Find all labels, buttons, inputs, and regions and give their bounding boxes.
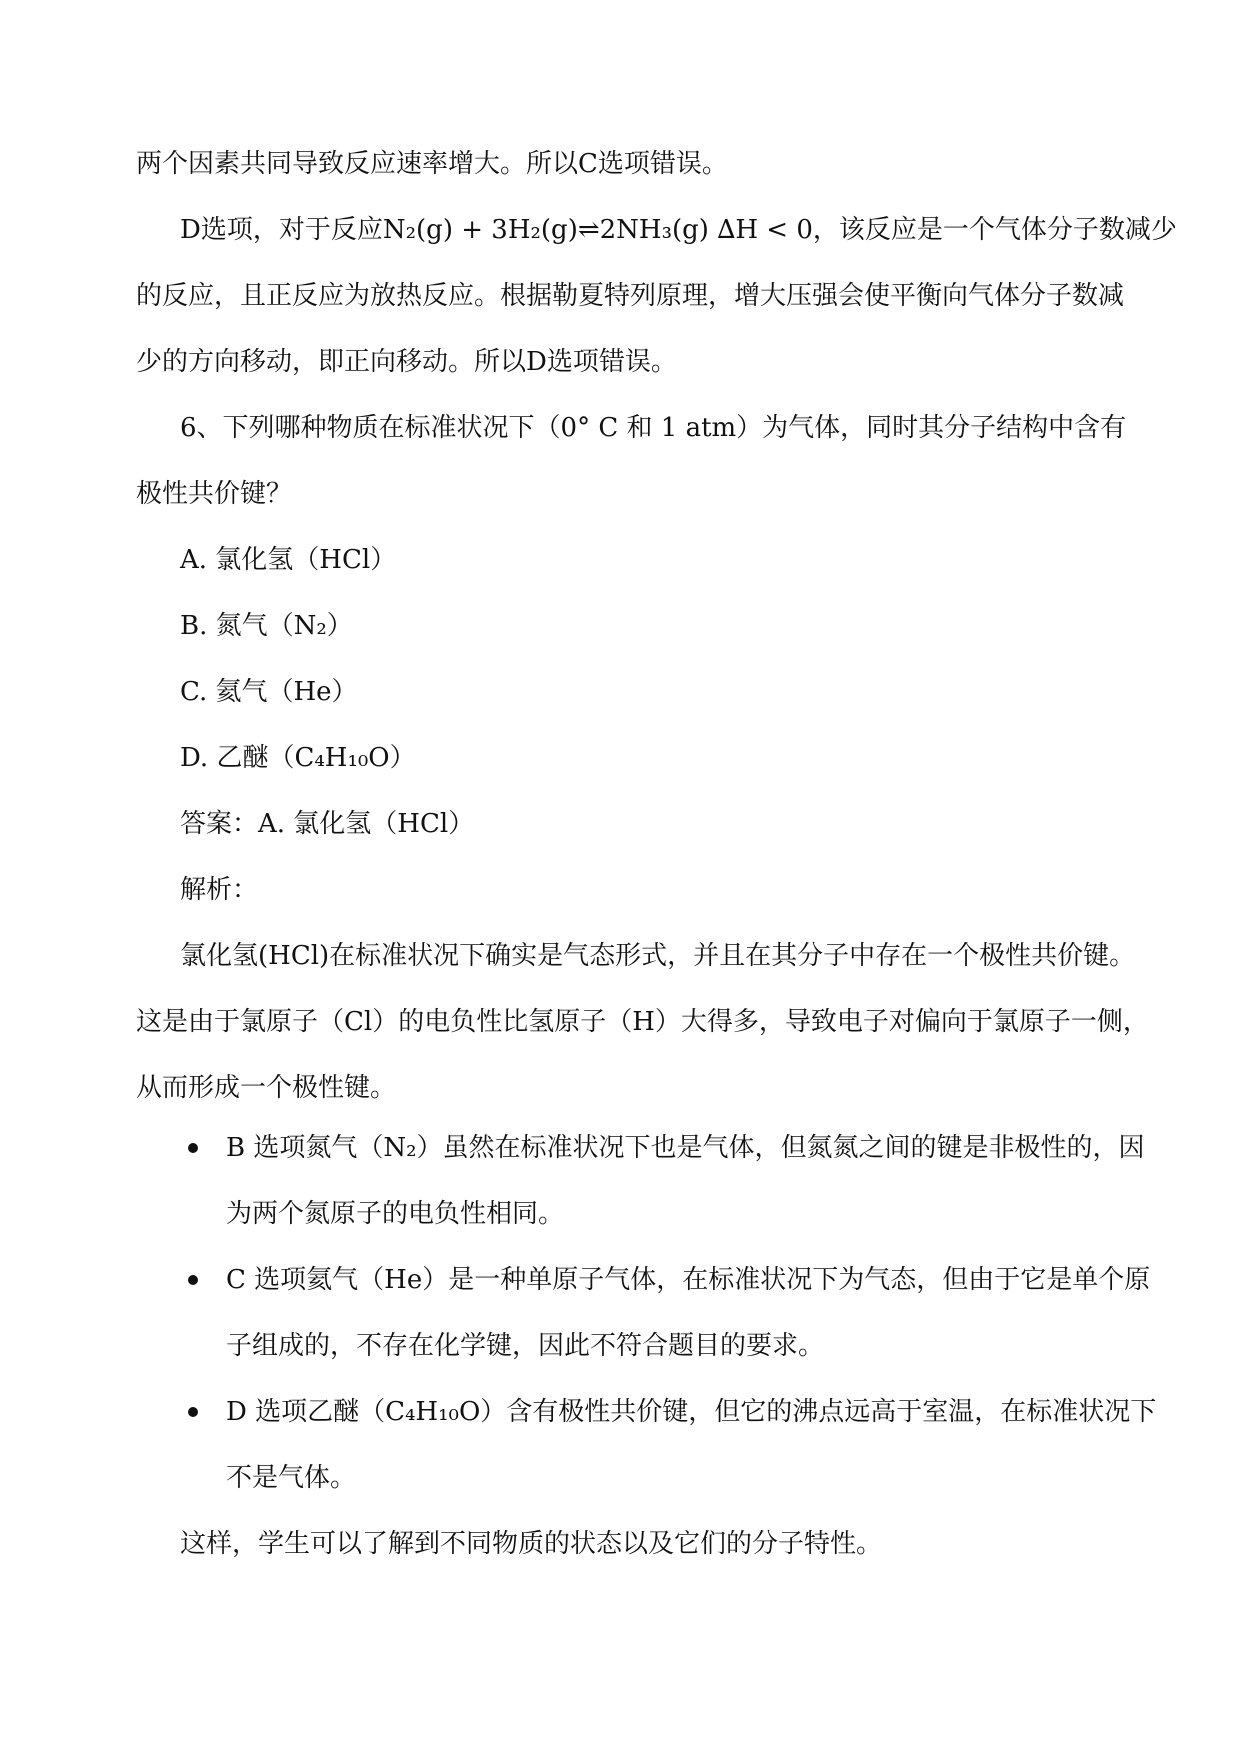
- question-line1: 6、下列哪种物质在标准状况下（0° C 和 1 atm）为气体，同时其分子结构中含有: [180, 413, 1127, 443]
- d-line2: 的反应，且正反应为放热反应。根据勒夏特列原理，增大压强会使平衡向气体分子数减: [136, 281, 1125, 311]
- d-line1-pre: D选项，对于反应: [180, 215, 383, 245]
- analysis-line2: 这是由于氯原子（Cl）的电负性比氢原子（H）大得多，导致电子对偏向于氯原子一侧，: [136, 1007, 1149, 1037]
- bullet-icon: [188, 1275, 198, 1285]
- reaction-equation: N₂(g) + 3H₂(g)⇌2NH₃(g) ∆H < 0: [382, 215, 813, 245]
- question-line2: 极性共价键？: [136, 479, 293, 509]
- bullet-icon: [188, 1143, 198, 1153]
- analysis-line3: 从而形成一个极性键。: [136, 1073, 397, 1103]
- d-line1-post: ，该反应是一个气体分子数减少: [812, 215, 1177, 245]
- analysis-line1: 氯化氢(HCl)在标准状况下确实是气态形式，并且在其分子中存在一个极性共价键。: [180, 941, 1136, 971]
- document-page: 两个因素共同导致反应速率增大。所以C选项错误。 D选项，对于反应N₂(g) + 3H₂(g)⇌2NH₃(g) ∆H < 0，该反应是一个气体分子数减少 的反应，且正反应为放热反应。根据勒夏特列原理，增大压强会使平衡向气体分子数减 少的方向移动，即正向移动。所以D选项错误。 6、下列哪种物质在标准状况下（0° C 和 1 atm）为气体，同时其分子结构中含有 极性共价键？ A. 氯化氢（HCl） B. 氮气（N₂） C. 氦气（He） D. 乙醚（C₄H₁₀O） 答案：A. 氯化氢（HCl） 解析： 氯化氢(HCl)在标准状况下确实是气态形式，并且在其分子中存在一个极性共价键。 这是由于氯原子（Cl）的电负性比氢原子（H）大得多，导致电子对偏向于氯原子一侧， 从而形成一个极性键。 B 选项氮气（N₂）虽然在标准状况下也是气体，但氮氮之间的键是非极性的，因 为两个氮原子的电负性相同。 C 选项氦气（He）是一种单原子气体，在标准状况下为气态，但由于它是单个原 子组成的，不存在化学键，因此不符合题目的要求。 D 选项乙醚（C₄H₁₀O）含有极性共价键，但它的沸点远高于室温，在标准状况下 不是气体。 这样，学生可以了解到不同物质的状态以及它们的分子特性。: [136, 149, 1177, 1559]
- c-conclusion: 两个因素共同导致反应速率增大。所以C选项错误。: [136, 149, 728, 179]
- d-line3: 少的方向移动，即正向移动。所以D选项错误。: [136, 347, 677, 377]
- bullet-icon: [188, 1407, 198, 1417]
